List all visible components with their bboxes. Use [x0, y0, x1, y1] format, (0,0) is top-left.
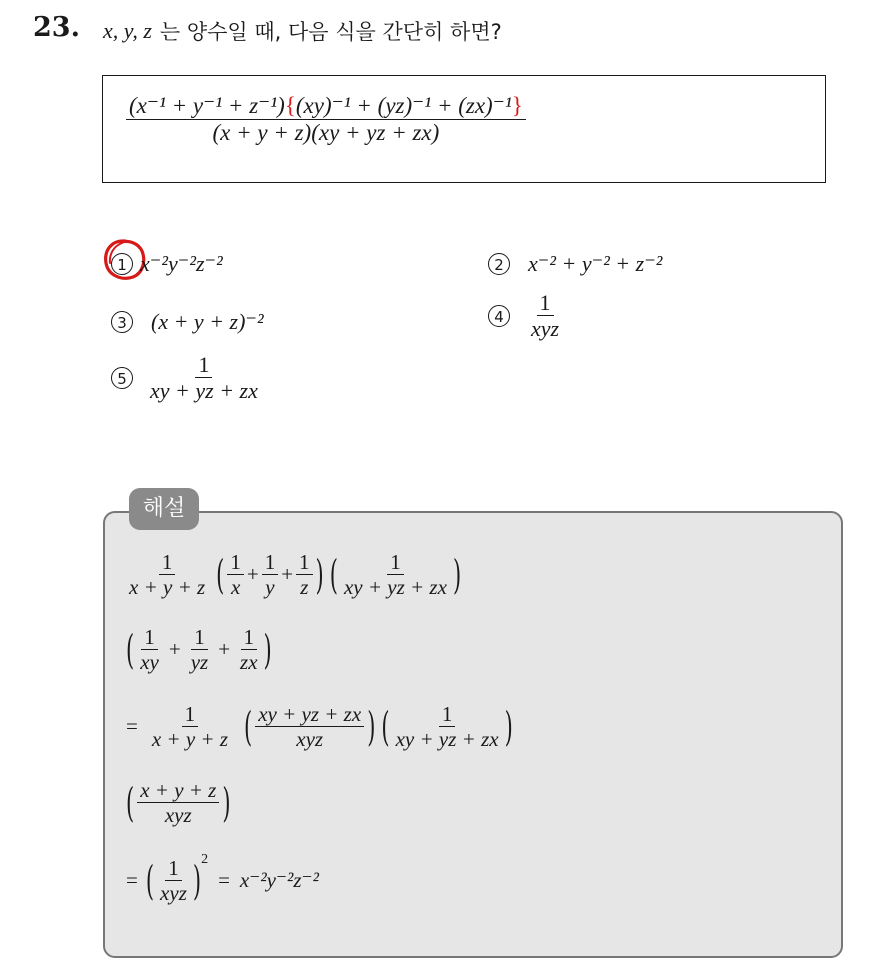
paren-close: ): [222, 779, 231, 826]
paren-close: ): [192, 857, 202, 904]
plus-sign: +: [168, 637, 181, 662]
question-number: 23.: [33, 12, 80, 43]
choice-4-mark: 4: [488, 305, 510, 327]
paren-open: (: [126, 626, 135, 673]
frac-den: xyz: [160, 881, 187, 906]
paren-close: ): [367, 703, 376, 750]
exponent-two: 2: [201, 852, 209, 867]
frac-den: x: [230, 575, 241, 600]
frac-num: 1: [141, 625, 158, 650]
choice-5[interactable]: [111, 352, 264, 404]
frac-one-over-sum: [149, 702, 231, 751]
paren-close: ): [452, 551, 462, 598]
equals-sign: =: [126, 714, 138, 739]
frac-den: xy + yz + zx: [395, 727, 499, 752]
frac-num: 1: [159, 550, 176, 575]
question-text: [103, 16, 502, 46]
solution-line-4: [126, 778, 231, 827]
solution-line-2: [126, 625, 272, 674]
frac-one-over-y: [262, 550, 279, 599]
frac-den: x + y + z: [129, 575, 206, 600]
frac-den: zx: [240, 650, 258, 675]
expression-numerator: [126, 93, 526, 120]
frac-num: x + y + z: [137, 778, 219, 803]
expression-fraction: [126, 93, 526, 147]
paren-open: (: [216, 551, 225, 598]
frac-num: 1: [296, 550, 313, 575]
frac-num: 1: [227, 550, 244, 575]
frac-num: 1: [439, 702, 456, 727]
frac-num: 1: [241, 625, 258, 650]
paren-open: (: [329, 551, 338, 598]
frac-one-over-yz: [188, 625, 212, 674]
choice-3-mark: 3: [111, 311, 133, 333]
solution-line-3: [126, 702, 513, 751]
solution-line-5: [126, 852, 319, 906]
frac-den: y: [265, 575, 275, 600]
choice-4-den: xyz: [531, 316, 560, 342]
expression-denominator: (x + y + z)(xy + yz + zx): [212, 120, 440, 146]
choice-4-num: 1: [537, 290, 554, 316]
choice-2[interactable]: [488, 251, 662, 277]
frac-den: xyz: [164, 803, 192, 828]
numerator-part-a: (x⁻¹ + y⁻¹ + z⁻¹): [129, 93, 285, 118]
frac-num: xy + yz + zx: [255, 702, 364, 727]
frac-num: 1: [262, 550, 279, 575]
choice-3-text: (x + y + z)⁻²: [151, 309, 264, 334]
frac-one-over-s2: [341, 550, 450, 599]
plus-sign: +: [281, 562, 294, 587]
frac-num: 1: [191, 625, 208, 650]
choice-2-text: x⁻² + y⁻² + z⁻²: [528, 251, 663, 276]
frac-s1-over-xyz: [137, 778, 219, 827]
solution-line-1: [126, 550, 461, 599]
choice-4-fraction: [528, 290, 562, 342]
paren-close: ): [263, 626, 272, 673]
frac-den: xy + yz + zx: [343, 575, 447, 600]
plus-sign: +: [218, 637, 231, 662]
frac-one-over-zx: [237, 625, 261, 674]
solution-label: 해설: [129, 488, 199, 530]
choice-1[interactable]: [111, 251, 223, 277]
choice-1-text: x⁻²y⁻²z⁻²: [140, 251, 223, 276]
plus-sign: +: [246, 562, 259, 587]
frac-den: yz: [190, 650, 209, 675]
frac-num: 1: [387, 550, 404, 575]
choice-5-fraction: [147, 352, 261, 404]
frac-den: x + y + z: [151, 727, 228, 752]
frac-one-over-xy: [137, 625, 162, 674]
frac-num: 1: [182, 702, 199, 727]
frac-den: xyz: [296, 727, 324, 752]
choice-3[interactable]: [111, 309, 264, 335]
paren-open: (: [126, 779, 135, 826]
brace-open: {: [284, 93, 296, 118]
paren-open: (: [145, 857, 155, 904]
paren-open: (: [244, 703, 253, 750]
paren-close: ): [504, 703, 513, 750]
choice-1-mark: 1: [111, 253, 133, 275]
choice-5-mark: 5: [111, 367, 133, 389]
choice-2-mark: 2: [488, 253, 510, 275]
equals-sign: =: [126, 868, 138, 893]
choice-5-den: xy + yz + zx: [150, 378, 258, 404]
numerator-part-b: (xy)⁻¹ + (yz)⁻¹ + (zx)⁻¹: [295, 93, 512, 118]
question-body: 는 양수일 때, 다음 식을 간단히 하면?: [159, 20, 502, 44]
frac-one-over-s2: [393, 702, 502, 751]
paren-close: ): [315, 551, 324, 598]
frac-num: 1: [165, 856, 182, 881]
choice-5-num: 1: [195, 352, 212, 378]
frac-den: xy: [140, 650, 159, 675]
question-variables: x, y, z: [103, 18, 152, 43]
equals-sign: =: [218, 868, 230, 893]
paren-open: (: [381, 703, 390, 750]
frac-one-over-z: [296, 550, 313, 599]
frac-one-over-xyz: [157, 856, 190, 905]
frac-s2-over-xyz: [255, 702, 364, 751]
choice-4[interactable]: [488, 290, 565, 342]
solution-result: x⁻²y⁻²z⁻²: [239, 868, 319, 893]
frac-one-over-sum: [126, 550, 208, 599]
frac-den: z: [300, 575, 309, 600]
brace-close: }: [511, 93, 523, 118]
frac-one-over-x: [227, 550, 244, 599]
